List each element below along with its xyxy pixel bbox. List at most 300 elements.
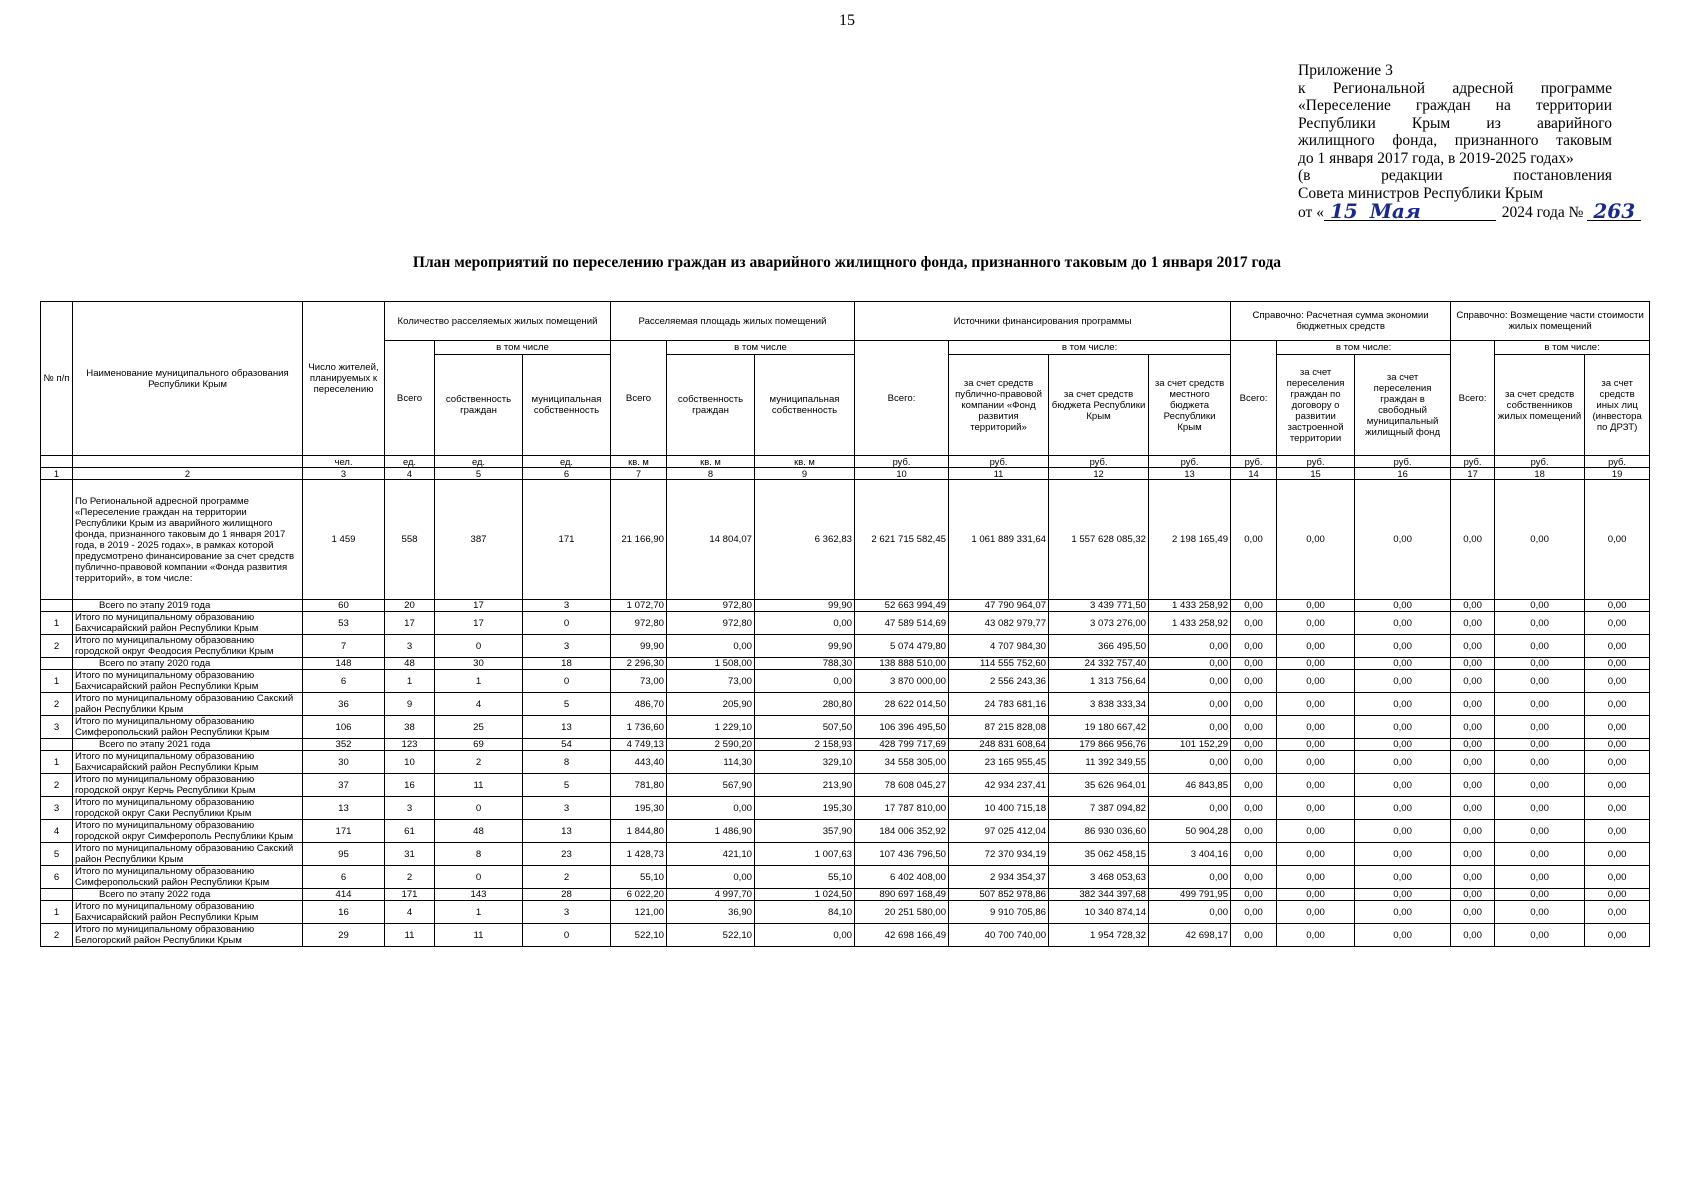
value-cell: 0,00 xyxy=(1495,820,1585,843)
value-cell: 1 xyxy=(435,670,523,693)
value-cell: 73,00 xyxy=(611,670,667,693)
value-cell: 0,00 xyxy=(1277,924,1355,947)
value-cell: 114,30 xyxy=(667,751,755,774)
value-cell: 3 838 333,34 xyxy=(1049,693,1149,716)
value-cell: 0,00 xyxy=(667,866,755,889)
value-cell: 36 xyxy=(303,693,385,716)
value-cell: 0,00 xyxy=(755,612,855,635)
value-cell: 972,80 xyxy=(611,612,667,635)
row-name: Всего по этапу 2019 года xyxy=(73,600,303,612)
value-cell: 0,00 xyxy=(1585,716,1650,739)
header-citizens-property: собственность граждан xyxy=(435,355,523,456)
value-cell: 42 698 166,49 xyxy=(855,924,949,947)
value-cell: 3 xyxy=(523,635,611,658)
header-fund: за счет средств публично-правовой компании «Фонд развития территорий» xyxy=(949,355,1049,456)
column-number-cell: 19 xyxy=(1585,468,1650,480)
document-title: План мероприятий по переселению граждан из аварийного жилищного фонда, признанного таковым до 1 января 2017 года xyxy=(412,254,1282,271)
value-cell: 0,00 xyxy=(1355,670,1451,693)
header-reimb-owners: за счет средств собственников жилых помещений xyxy=(1495,355,1585,456)
value-cell: 6 xyxy=(303,866,385,889)
value-cell: 3 xyxy=(523,901,611,924)
value-cell: 6 022,20 xyxy=(611,889,667,901)
header-incl: в том числе: xyxy=(949,341,1231,355)
header-municipal-property: муниципальная собственность xyxy=(755,355,855,456)
row-number: 6 xyxy=(41,866,73,889)
value-cell: 1 486,90 xyxy=(667,820,755,843)
row-number: 5 xyxy=(41,843,73,866)
value-cell: 3 073 276,00 xyxy=(1049,612,1149,635)
row-name: Итого по муниципальному образованию городской округ Саки Республики Крым xyxy=(73,797,303,820)
value-cell: 42 934 237,41 xyxy=(949,774,1049,797)
value-cell: 171 xyxy=(523,480,611,600)
stage-total-row xyxy=(41,600,1650,612)
value-cell: 87 215 828,08 xyxy=(949,716,1049,739)
value-cell: 567,90 xyxy=(667,774,755,797)
value-cell: 0,00 xyxy=(1231,843,1277,866)
header-reimb-total: Всего: xyxy=(1451,341,1495,456)
value-cell: 0,00 xyxy=(1451,658,1495,670)
header-municipal-property: муниципальная собственность xyxy=(523,355,611,456)
value-cell: 47 589 514,69 xyxy=(855,612,949,635)
value-cell: 0,00 xyxy=(1495,797,1585,820)
value-cell: 1 428,73 xyxy=(611,843,667,866)
value-cell: 6 402 408,00 xyxy=(855,866,949,889)
value-cell: 148 xyxy=(303,658,385,670)
value-cell: 138 888 510,00 xyxy=(855,658,949,670)
unit-cell xyxy=(73,456,303,468)
row-number xyxy=(41,739,73,751)
value-cell: 18 xyxy=(523,658,611,670)
column-number-cell: 7 xyxy=(611,468,667,480)
value-cell: 213,90 xyxy=(755,774,855,797)
header-incl: в том числе: xyxy=(1495,341,1650,355)
value-cell: 106 396 495,50 xyxy=(855,716,949,739)
value-cell: 0,00 xyxy=(1585,924,1650,947)
row-name: Итого по муниципальному образованию Бахчисарайский район Республики Крым xyxy=(73,612,303,635)
value-cell: 0,00 xyxy=(1355,751,1451,774)
value-cell: 4 xyxy=(385,901,435,924)
value-cell: 6 xyxy=(303,670,385,693)
value-cell: 0,00 xyxy=(1451,866,1495,889)
unit-cell: руб. xyxy=(1355,456,1451,468)
appendix-line: к Региональной адресной программе xyxy=(1298,79,1612,97)
value-cell: 0,00 xyxy=(1495,843,1585,866)
value-cell: 0,00 xyxy=(1585,820,1650,843)
value-cell: 0,00 xyxy=(1277,797,1355,820)
value-cell: 10 400 715,18 xyxy=(949,797,1049,820)
column-number-cell: 8 xyxy=(667,468,755,480)
value-cell: 17 xyxy=(385,612,435,635)
value-cell: 0,00 xyxy=(1451,774,1495,797)
value-cell: 0,00 xyxy=(1277,889,1355,901)
value-cell: 0,00 xyxy=(1277,751,1355,774)
row-name: Итого по муниципальному образованию городской округ Феодосия Республики Крым xyxy=(73,635,303,658)
value-cell: 55,10 xyxy=(755,866,855,889)
value-cell: 171 xyxy=(385,889,435,901)
value-cell: 73,00 xyxy=(667,670,755,693)
value-cell: 54 xyxy=(523,739,611,751)
value-cell: 17 xyxy=(435,612,523,635)
value-cell: 0,00 xyxy=(1231,739,1277,751)
column-number-cell: 13 xyxy=(1149,468,1231,480)
value-cell: 2 xyxy=(523,866,611,889)
header-name: Наименование муниципального образования Республики Крым xyxy=(73,302,303,456)
header-rk-budget: за счет средств бюджета Республики Крым xyxy=(1049,355,1149,456)
value-cell: 1 229,10 xyxy=(667,716,755,739)
value-cell: 972,80 xyxy=(667,600,755,612)
header-incl: в том числе: xyxy=(1277,341,1451,355)
header-incl: в том числе xyxy=(435,341,611,355)
value-cell: 0,00 xyxy=(1585,866,1650,889)
value-cell: 0,00 xyxy=(1585,600,1650,612)
value-cell: 329,10 xyxy=(755,751,855,774)
date-year: 2024 года № xyxy=(1501,203,1584,221)
value-cell: 0,00 xyxy=(1355,658,1451,670)
value-cell: 40 700 740,00 xyxy=(949,924,1049,947)
value-cell: 522,10 xyxy=(611,924,667,947)
header-residents: Число жителей, планируемых к переселению xyxy=(303,302,385,456)
value-cell: 19 180 667,42 xyxy=(1049,716,1149,739)
value-cell: 0 xyxy=(523,670,611,693)
value-cell: 428 799 717,69 xyxy=(855,739,949,751)
value-cell: 0,00 xyxy=(1585,635,1650,658)
value-cell: 0,00 xyxy=(1585,739,1650,751)
value-cell: 0,00 xyxy=(1585,901,1650,924)
header-reimb-others: за счет средств иных лиц (инвестора по ДРЗТ) xyxy=(1585,355,1650,456)
value-cell: 0,00 xyxy=(1355,716,1451,739)
row-number xyxy=(41,658,73,670)
value-cell: 28 xyxy=(523,889,611,901)
date-month: Мая xyxy=(1364,202,1496,221)
value-cell: 248 831 608,64 xyxy=(949,739,1049,751)
header-savings-free-fund: за счет переселения граждан в свободный муниципальный жилищный фонд xyxy=(1355,355,1451,456)
value-cell: 4 997,70 xyxy=(667,889,755,901)
value-cell: 4 749,13 xyxy=(611,739,667,751)
value-cell: 0,00 xyxy=(1231,797,1277,820)
value-cell: 5 xyxy=(523,693,611,716)
value-cell: 106 xyxy=(303,716,385,739)
value-cell: 11 xyxy=(435,774,523,797)
value-cell: 11 392 349,55 xyxy=(1049,751,1149,774)
value-cell: 0,00 xyxy=(1355,924,1451,947)
value-cell: 42 698,17 xyxy=(1149,924,1231,947)
value-cell: 357,90 xyxy=(755,820,855,843)
date-prefix: от « xyxy=(1298,203,1324,221)
value-cell: 0,00 xyxy=(1355,693,1451,716)
value-cell: 0,00 xyxy=(1495,670,1585,693)
appendix-line: (в редакции постановления xyxy=(1298,167,1612,184)
value-cell: 382 344 397,68 xyxy=(1049,889,1149,901)
column-number-cell: 15 xyxy=(1277,468,1355,480)
value-cell: 0,00 xyxy=(1585,843,1650,866)
value-cell: 0,00 xyxy=(1231,670,1277,693)
value-cell: 8 xyxy=(523,751,611,774)
value-cell: 23 xyxy=(523,843,611,866)
appendix-line: «Переселение граждан на территории xyxy=(1298,97,1612,114)
value-cell: 0,00 xyxy=(1451,820,1495,843)
table-row xyxy=(41,866,1650,889)
value-cell: 38 xyxy=(385,716,435,739)
unit-cell xyxy=(41,456,73,468)
value-cell: 0,00 xyxy=(1451,751,1495,774)
value-cell: 11 xyxy=(385,924,435,947)
row-name: Всего по этапу 2020 года xyxy=(73,658,303,670)
value-cell: 0,00 xyxy=(1355,866,1451,889)
column-number-cell: 16 xyxy=(1355,468,1451,480)
value-cell: 195,30 xyxy=(755,797,855,820)
value-cell: 6 362,83 xyxy=(755,480,855,600)
value-cell: 2 934 354,37 xyxy=(949,866,1049,889)
value-cell: 0,00 xyxy=(1277,658,1355,670)
units-row xyxy=(41,456,1650,468)
column-number-cell: 14 xyxy=(1231,468,1277,480)
value-cell: 507 852 978,86 xyxy=(949,889,1049,901)
appendix-date-line xyxy=(1298,199,1636,223)
value-cell: 0 xyxy=(435,635,523,658)
value-cell: 0,00 xyxy=(1355,820,1451,843)
value-cell: 0,00 xyxy=(1149,797,1231,820)
value-cell: 30 xyxy=(303,751,385,774)
value-cell: 2 296,30 xyxy=(611,658,667,670)
header-rooms-total: Всего xyxy=(385,341,435,456)
value-cell: 205,90 xyxy=(667,693,755,716)
unit-cell: кв. м xyxy=(611,456,667,468)
value-cell: 486,70 xyxy=(611,693,667,716)
value-cell: 72 370 934,19 xyxy=(949,843,1049,866)
header-citizens-property: собственность граждан xyxy=(667,355,755,456)
table-row xyxy=(41,924,1650,947)
value-cell: 1 459 xyxy=(303,480,385,600)
value-cell: 48 xyxy=(435,820,523,843)
value-cell: 4 xyxy=(435,693,523,716)
value-cell: 0,00 xyxy=(1355,901,1451,924)
value-cell: 10 340 874,14 xyxy=(1049,901,1149,924)
value-cell: 5 074 479,80 xyxy=(855,635,949,658)
value-cell: 28 622 014,50 xyxy=(855,693,949,716)
value-cell: 0,00 xyxy=(1277,739,1355,751)
row-number: 2 xyxy=(41,693,73,716)
value-cell: 9 910 705,86 xyxy=(949,901,1049,924)
value-cell: 37 xyxy=(303,774,385,797)
value-cell: 0,00 xyxy=(1355,612,1451,635)
value-cell: 1 433 258,92 xyxy=(1149,612,1231,635)
value-cell: 0,00 xyxy=(1149,866,1231,889)
value-cell: 50 904,28 xyxy=(1149,820,1231,843)
row-name: По Региональной адресной программе «Переселение граждан на территории Республики Крым из аварийного жилищного фонда, признанного таковым до 1 января 2017 года, в 2019 - 2025 годах», в рамках которой предусмотрено финансирование за счет средств публично-правовой компании «Фонда развития территорий», в том числе: xyxy=(73,480,303,600)
value-cell: 0,00 xyxy=(1585,693,1650,716)
value-cell: 86 930 036,60 xyxy=(1049,820,1149,843)
value-cell: 1 557 628 085,32 xyxy=(1049,480,1149,600)
unit-cell: руб. xyxy=(1149,456,1231,468)
value-cell: 0,00 xyxy=(1231,612,1277,635)
row-number xyxy=(41,600,73,612)
value-cell: 0,00 xyxy=(1451,670,1495,693)
value-cell: 184 006 352,92 xyxy=(855,820,949,843)
value-cell: 46 843,85 xyxy=(1149,774,1231,797)
value-cell: 10 xyxy=(385,751,435,774)
value-cell: 2 621 715 582,45 xyxy=(855,480,949,600)
stage-total-row xyxy=(41,658,1650,670)
value-cell: 0,00 xyxy=(1149,716,1231,739)
value-cell: 14 804,07 xyxy=(667,480,755,600)
value-cell: 121,00 xyxy=(611,901,667,924)
row-name: Итого по муниципальному образованию Симферопольский район Республики Крым xyxy=(73,716,303,739)
header-local-budget: за счет средств местного бюджета Республики Крым xyxy=(1149,355,1231,456)
unit-cell: руб. xyxy=(1231,456,1277,468)
value-cell: 280,80 xyxy=(755,693,855,716)
value-cell: 143 xyxy=(435,889,523,901)
value-cell: 107 436 796,50 xyxy=(855,843,949,866)
stage-total-row xyxy=(41,889,1650,901)
value-cell: 0,00 xyxy=(1277,693,1355,716)
unit-cell: руб. xyxy=(1049,456,1149,468)
value-cell: 0,00 xyxy=(1451,924,1495,947)
value-cell: 48 xyxy=(385,658,435,670)
unit-cell: руб. xyxy=(1277,456,1355,468)
value-cell: 24 783 681,16 xyxy=(949,693,1049,716)
value-cell: 0,00 xyxy=(1231,820,1277,843)
column-numbers-row xyxy=(41,468,1650,480)
unit-cell: руб. xyxy=(949,456,1049,468)
value-cell: 29 xyxy=(303,924,385,947)
value-cell: 21 166,90 xyxy=(611,480,667,600)
value-cell: 3 404,16 xyxy=(1149,843,1231,866)
unit-cell: кв. м xyxy=(667,456,755,468)
value-cell: 0,00 xyxy=(1231,693,1277,716)
table-row xyxy=(41,751,1650,774)
appendix-line: Приложение 3 xyxy=(1298,62,1393,79)
value-cell: 2 590,20 xyxy=(667,739,755,751)
value-cell: 0,00 xyxy=(667,635,755,658)
value-cell: 47 790 964,07 xyxy=(949,600,1049,612)
value-cell: 2 xyxy=(435,751,523,774)
unit-cell: ед. xyxy=(523,456,611,468)
row-name: Итого по муниципальному образованию Белогорский район Республики Крым xyxy=(73,924,303,947)
date-day: 15 xyxy=(1324,202,1364,221)
header-area-total: Всего xyxy=(611,341,667,456)
value-cell: 0,00 xyxy=(1495,924,1585,947)
value-cell: 78 608 045,27 xyxy=(855,774,949,797)
value-cell: 421,10 xyxy=(667,843,755,866)
value-cell: 0,00 xyxy=(1585,889,1650,901)
value-cell: 2 158,93 xyxy=(755,739,855,751)
header-savings-group: Справочно: Расчетная сумма экономии бюджетных средств xyxy=(1231,302,1451,341)
row-name: Итого по муниципальному образованию Бахчисарайский район Республики Крым xyxy=(73,901,303,924)
value-cell: 1 844,80 xyxy=(611,820,667,843)
value-cell: 0,00 xyxy=(1495,612,1585,635)
header-incl: в том числе xyxy=(667,341,855,355)
row-name: Итого по муниципальному образованию Сакский район Республики Крым xyxy=(73,693,303,716)
value-cell: 352 xyxy=(303,739,385,751)
unit-cell: руб. xyxy=(1495,456,1585,468)
value-cell: 9 xyxy=(385,693,435,716)
value-cell: 4 707 984,30 xyxy=(949,635,1049,658)
value-cell: 0,00 xyxy=(1355,480,1451,600)
column-number-cell: 11 xyxy=(949,468,1049,480)
value-cell: 0,00 xyxy=(1231,635,1277,658)
value-cell: 0,00 xyxy=(1355,635,1451,658)
value-cell: 0,00 xyxy=(1231,751,1277,774)
value-cell: 0,00 xyxy=(1495,889,1585,901)
value-cell: 17 787 810,00 xyxy=(855,797,949,820)
value-cell: 0,00 xyxy=(1277,716,1355,739)
row-number xyxy=(41,480,73,600)
value-cell: 101 152,29 xyxy=(1149,739,1231,751)
value-cell: 0,00 xyxy=(1495,774,1585,797)
value-cell: 1 xyxy=(435,901,523,924)
row-number: 1 xyxy=(41,901,73,924)
row-number: 1 xyxy=(41,751,73,774)
value-cell: 7 xyxy=(303,635,385,658)
value-cell: 0,00 xyxy=(1355,600,1451,612)
row-name: Всего по этапу 2021 года xyxy=(73,739,303,751)
table-row xyxy=(41,774,1650,797)
column-number-cell: 17 xyxy=(1451,468,1495,480)
row-name: Итого по муниципальному образованию городской округ Керчь Республики Крым xyxy=(73,774,303,797)
appendix-line: до 1 января 2017 года, в 2019-2025 годах» xyxy=(1298,149,1574,167)
row-number: 2 xyxy=(41,924,73,947)
value-cell: 0,00 xyxy=(1149,658,1231,670)
value-cell: 0,00 xyxy=(1495,866,1585,889)
value-cell: 0,00 xyxy=(1495,600,1585,612)
column-number-cell: 1 xyxy=(41,468,73,480)
column-number-cell: 12 xyxy=(1049,468,1149,480)
row-number: 1 xyxy=(41,612,73,635)
value-cell: 1 072,70 xyxy=(611,600,667,612)
header-savings-total: Всего: xyxy=(1231,341,1277,456)
value-cell: 414 xyxy=(303,889,385,901)
value-cell: 0,00 xyxy=(1277,635,1355,658)
value-cell: 16 xyxy=(385,774,435,797)
value-cell: 123 xyxy=(385,739,435,751)
column-number-cell: 4 xyxy=(385,468,435,480)
value-cell: 0,00 xyxy=(1585,670,1650,693)
value-cell: 0,00 xyxy=(1451,739,1495,751)
value-cell: 0,00 xyxy=(1231,901,1277,924)
header-finance-total: Всего: xyxy=(855,341,949,456)
value-cell: 0,00 xyxy=(1355,739,1451,751)
value-cell: 35 626 964,01 xyxy=(1049,774,1149,797)
value-cell: 0,00 xyxy=(1451,889,1495,901)
unit-cell: ед. xyxy=(435,456,523,468)
value-cell: 507,50 xyxy=(755,716,855,739)
value-cell: 99,90 xyxy=(755,600,855,612)
value-cell: 0,00 xyxy=(1149,693,1231,716)
value-cell: 0,00 xyxy=(1231,716,1277,739)
row-name: Итого по муниципальному образованию Симферопольский район Республики Крым xyxy=(73,866,303,889)
value-cell: 13 xyxy=(303,797,385,820)
appendix-line: Совета министров Республики Крым xyxy=(1298,184,1544,202)
value-cell: 0,00 xyxy=(1495,480,1585,600)
value-cell: 0,00 xyxy=(1277,820,1355,843)
column-number-cell: 18 xyxy=(1495,468,1585,480)
value-cell: 0 xyxy=(435,866,523,889)
column-number-cell: 5 xyxy=(435,468,523,480)
value-cell: 0,00 xyxy=(1451,901,1495,924)
value-cell: 3 870 000,00 xyxy=(855,670,949,693)
value-cell: 781,80 xyxy=(611,774,667,797)
value-cell: 0,00 xyxy=(1585,480,1650,600)
value-cell: 8 xyxy=(435,843,523,866)
row-name: Итого по муниципальному образованию Бахчисарайский район Республики Крым xyxy=(73,751,303,774)
value-cell: 0 xyxy=(523,612,611,635)
value-cell: 0,00 xyxy=(1451,635,1495,658)
value-cell: 31 xyxy=(385,843,435,866)
page-number: 15 xyxy=(839,12,855,29)
value-cell: 25 xyxy=(435,716,523,739)
value-cell: 17 xyxy=(435,600,523,612)
column-number-cell: 2 xyxy=(73,468,303,480)
